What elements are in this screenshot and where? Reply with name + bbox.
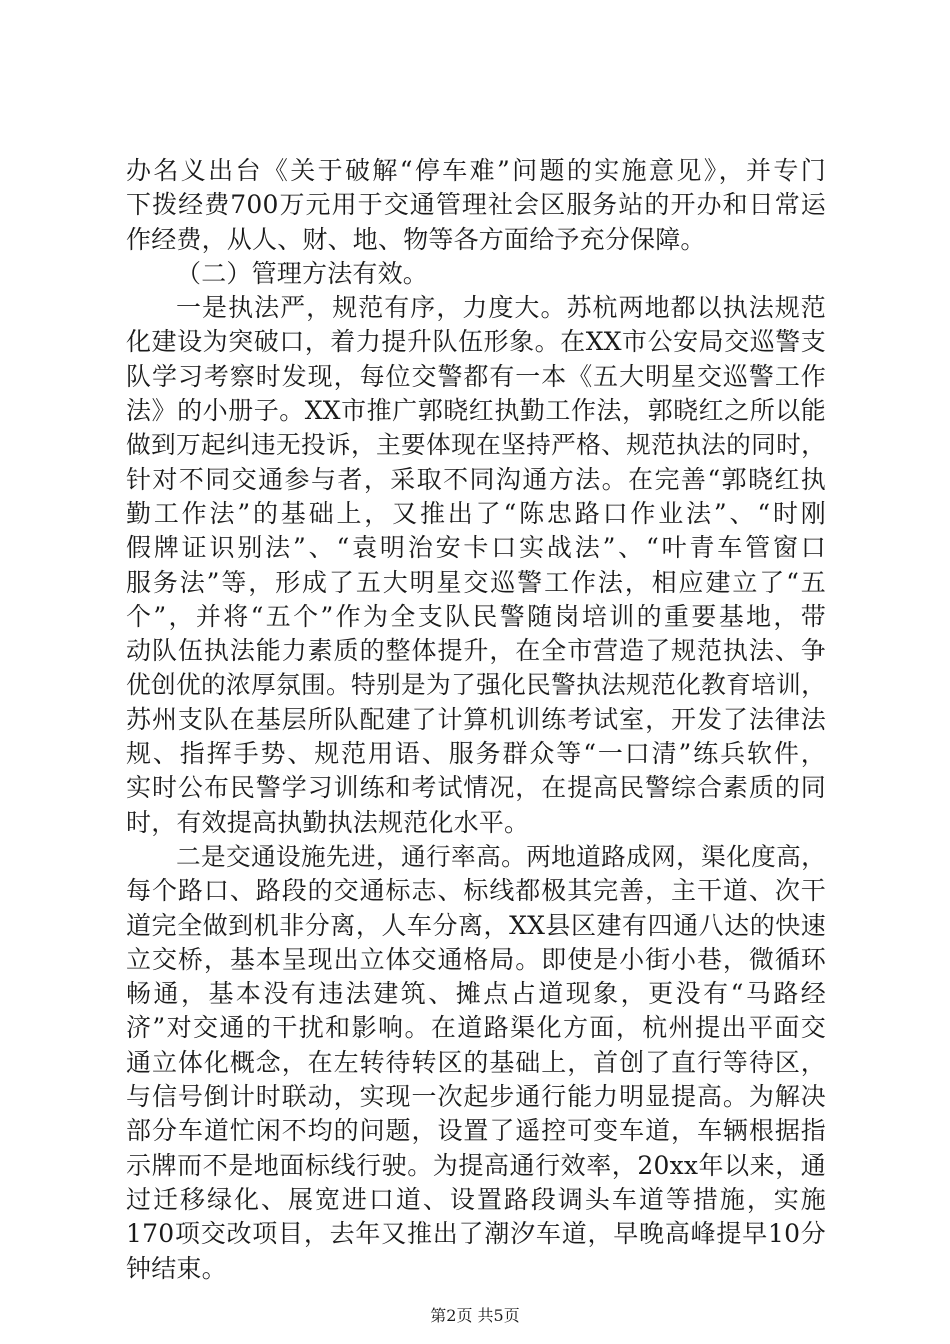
text-line: 苏州支队在基层所队配建了计算机训练考试室，开发了法律法 xyxy=(126,704,826,734)
text-line: 通立体化概念，在左转待转区的基础上，首创了直行等待区， xyxy=(126,1047,826,1077)
paragraph-first-line: 二是交通设施先进，通行率高。两地道路成网，渠化度高， xyxy=(176,841,826,871)
text-line: 假牌证识别法”、“袁明治安卡口实战法”、“叶青车管窗口 xyxy=(126,533,826,563)
text-line: 170项交改项目，去年又推出了潮汐车道，早晚高峰提早10分 xyxy=(126,1219,826,1249)
page-number-footer: 第2页 共5页 xyxy=(430,1306,520,1325)
text-line: 队学习考察时发现，每位交警都有一本《五大明星交巡警工作 xyxy=(126,361,826,391)
text-line: 办名义出台《关于破解“停车难”问题的实施意见》，并专门 xyxy=(126,156,826,185)
text-line: 勤工作法”的基础上，又推出了“陈忠路口作业法”、“时刚 xyxy=(126,498,826,528)
text-line: 作经费，从人、财、地、物等各方面给予充分保障。 xyxy=(126,224,706,254)
text-line: 做到万起纠违无投诉，主要体现在坚持严格、规范执法的同时， xyxy=(126,430,826,460)
text-line: 部分车道忙闲不均的问题，设置了遥控可变车道，车辆根据指 xyxy=(126,1116,826,1146)
text-line: 动队伍执法能力素质的整体提升，在全市营造了规范执法、争 xyxy=(126,636,826,666)
document-body xyxy=(126,154,826,1286)
section-heading: （二）管理方法有效。 xyxy=(176,258,429,288)
text-line: 时，有效提高执勤执法规范化水平。 xyxy=(126,807,530,837)
text-line: 优创优的浓厚氛围。特别是为了强化民警执法规范化教育培训， xyxy=(126,670,826,700)
text-line: 济”对交通的干扰和影响。在道路渠化方面，杭州提出平面交 xyxy=(126,1013,826,1043)
paragraph-first-line: 一是执法严，规范有序，力度大。苏杭两地都以执法规范 xyxy=(176,293,826,323)
text-line: 个”，并将“五个”作为全支队民警随岗培训的重要基地，带 xyxy=(126,601,826,631)
text-line: 立交桥，基本呈现出立体交通格局。即使是小街小巷，微循环 xyxy=(126,944,826,974)
text-line: 实时公布民警学习训练和考试情况，在提高民警综合素质的同 xyxy=(126,773,826,803)
text-line: 钟结束。 xyxy=(126,1253,227,1283)
text-line: 针对不同交通参与者，采取不同沟通方法。在完善“郭晓红执 xyxy=(126,464,826,494)
text-line: 每个路口、路段的交通标志、标线都极其完善，主干道、次干 xyxy=(126,876,826,906)
text-line: 下拨经费700万元用于交通管理社会区服务站的开办和日常运 xyxy=(126,190,826,220)
text-line: 与信号倒计时联动，实现一次起步通行能力明显提高。为解决 xyxy=(126,1082,826,1112)
text-line: 化建设为突破口，着力提升队伍形象。在XX市公安局交巡警支 xyxy=(126,327,826,357)
text-line: 服务法”等，形成了五大明星交巡警工作法，相应建立了“五 xyxy=(126,567,826,597)
text-line: 道完全做到机非分离，人车分离，XX县区建有四通八达的快速 xyxy=(126,910,826,940)
text-line: 示牌而不是地面标线行驶。为提高通行效率，20xx年以来，通 xyxy=(126,1150,826,1180)
text-line: 法》的小册子。XX市推广郭晓红执勤工作法，郭晓红之所以能 xyxy=(126,396,826,426)
text-line: 畅通，基本没有违法建筑、摊点占道现象，更没有“马路经 xyxy=(126,979,826,1009)
text-line: 规、指挥手势、规范用语、服务群众等“一口清”练兵软件， xyxy=(126,739,826,769)
text-line: 过迁移绿化、展宽进口道、设置路段调头车道等措施，实施 xyxy=(126,1184,826,1214)
